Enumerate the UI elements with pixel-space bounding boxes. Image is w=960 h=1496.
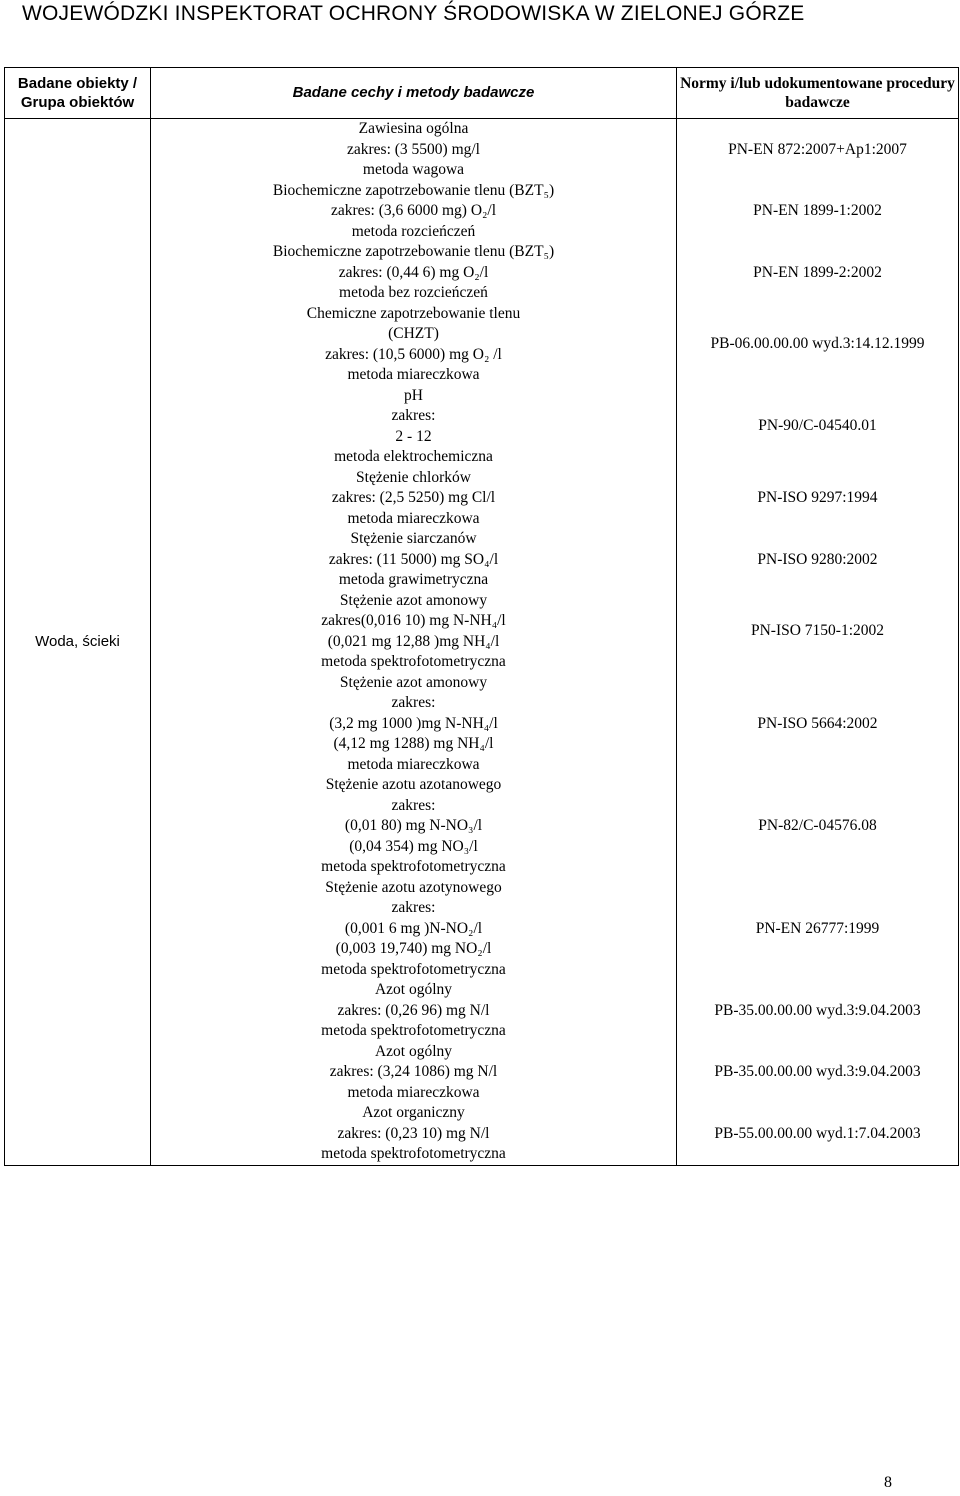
norm-entry: PN-ISO 9280:2002 (757, 550, 878, 568)
norm-entry: PN-82/C-04576.08 (758, 817, 877, 834)
method-line: zakres: (391, 796, 436, 814)
method-line: Biochemiczne zapotrzebowanie tlenu (BZT₅) (272, 181, 555, 199)
norm-entry: PN-EN 872:2007+Ap1:2007 (728, 140, 907, 158)
method-line: zakres: (391, 899, 436, 916)
method-line: (4,12 mg 1288) mg NH₄/l (333, 735, 494, 752)
norm-entry: PB-35.00.00.00 wyd.3:9.04.2003 (714, 1063, 921, 1080)
method-entry (151, 529, 676, 591)
method-line: Stężenie azot amonowy (339, 673, 488, 691)
method-line: zakres(0,016 10) mg N-NH₄/l (321, 612, 506, 629)
method-line: metoda miareczkowa (347, 1083, 480, 1101)
norm-entry: PN-90/C-04540.01 (758, 417, 877, 435)
header-group: Badane obiekty / Grupa obiektów (5, 68, 151, 119)
method-line: zakres: (0,44 6) mg O₂/l (338, 263, 489, 281)
method-line: Stężenie chlorków (356, 468, 471, 486)
method-line: metoda elektrochemiczna (334, 448, 493, 465)
method-entry (151, 119, 676, 181)
method-line: Azot organiczny (362, 1104, 465, 1121)
method-line: pH (404, 386, 423, 404)
method-line: zakres: (391, 694, 436, 711)
method-line: (CHZT) (388, 325, 439, 342)
method-line: zakres: (3,6 6000 mg) O₂/l (330, 202, 497, 219)
method-line: Azot ogólny (374, 981, 453, 998)
method-entry (151, 591, 676, 673)
method-line: zakres: (391, 407, 436, 424)
method-entry (151, 980, 676, 1042)
method-line: 2 - 12 (395, 427, 432, 445)
table-header-row (5, 68, 959, 119)
method-line: metoda spektrofotometryczna (321, 858, 506, 875)
method-entry (151, 386, 676, 468)
norm-entry: PB-35.00.00.00 wyd.3:9.04.2003 (714, 1001, 921, 1019)
method-line: Stężenie azotu azotanowego (325, 776, 502, 793)
method-line: zakres: (2,5 5250) mg Cl/l (331, 489, 496, 506)
method-line: zakres: (0,23 10) mg N/l (337, 1124, 490, 1142)
method-line: zakres: (10,5 6000) mg O₂ /l (325, 345, 502, 363)
method-line: metoda spektrofotometryczna (321, 960, 506, 978)
methods-cell (151, 119, 677, 1166)
method-entry (151, 775, 676, 878)
group-cell: Woda, ścieki (5, 119, 151, 1166)
accreditation-table (4, 67, 959, 1166)
method-line: metoda miareczkowa (347, 366, 480, 383)
method-line: metoda spektrofotometryczna (321, 1145, 506, 1162)
page-number: 8 (884, 1474, 892, 1491)
method-line: (0,003 19,740) mg NO₂/l (335, 940, 492, 957)
method-entry (151, 1103, 676, 1165)
method-line: metoda grawimetryczna (338, 571, 489, 588)
method-line: (0,01 80) mg N-NO₃/l (344, 817, 483, 834)
method-line: zakres: (11 5000) mg SO₄/l (328, 550, 499, 568)
method-line: Chemiczne zapotrzebowanie tlenu (306, 304, 521, 322)
method-line: metoda spektrofotometryczna (321, 1022, 506, 1039)
method-line: (0,001 6 mg )N-NO₂/l (344, 919, 483, 937)
norm-entry: PN-ISO 7150-1:2002 (750, 622, 885, 640)
method-entry (151, 673, 676, 776)
norm-entry: PN-EN 1899-2:2002 (753, 263, 882, 281)
method-line: metoda miareczkowa (347, 509, 480, 527)
method-entry (151, 181, 676, 243)
method-line: metoda spektrofotometryczna (321, 653, 506, 670)
method-line: metoda wagowa (362, 161, 465, 178)
table-body-row (5, 119, 959, 1166)
norm-entry: PB-06.00.00.00 wyd.3:14.12.1999 (710, 335, 925, 353)
method-line: metoda rozcieńczeń (351, 222, 476, 240)
norm-entry: PB-55.00.00.00 wyd.1:7.04.2003 (714, 1124, 921, 1142)
method-line: zakres: (3 5500) mg/l (346, 140, 480, 158)
norm-entry: PN-ISO 9297:1994 (757, 489, 878, 506)
header-method: Badane cechy i metody badawcze (151, 68, 677, 119)
method-entry (151, 1042, 676, 1104)
document-header: WOJEWÓDZKI INSPEKTORAT OCHRONY ŚRODOWISKA W ZIELONEJ GÓRZE (22, 2, 805, 25)
method-line: Stężenie siarczanów (350, 530, 477, 547)
norm-entry: PN-EN 26777:1999 (755, 919, 880, 937)
method-line: (0,021 mg 12,88 )mg NH₄/l (327, 632, 500, 650)
method-line: Stężenie azot amonowy (339, 591, 488, 609)
header-norm: Normy i/lub udokumentowane procedury badawcze (677, 68, 959, 119)
method-line: (0,04 354) mg NO₃/l (349, 837, 478, 855)
method-line: zakres: (3,24 1086) mg N/l (329, 1063, 498, 1080)
method-line: Azot ogólny (374, 1042, 453, 1060)
method-line: metoda bez rozcieńczeń (339, 284, 488, 301)
method-entry (151, 304, 676, 386)
method-line: zakres: (0,26 96) mg N/l (337, 1001, 490, 1019)
norm-entry: PN-ISO 5664:2002 (757, 714, 878, 732)
method-line: metoda miareczkowa (347, 755, 480, 773)
method-entry (151, 468, 676, 530)
norms-cell (677, 119, 959, 1166)
method-entry (151, 878, 676, 981)
method-line: Biochemiczne zapotrzebowanie tlenu (BZT₅) (272, 243, 555, 260)
method-entry (151, 242, 676, 304)
method-line: Stężenie azotu azotynowego (325, 878, 502, 896)
method-line: (3,2 mg 1000 )mg N-NH₄/l (329, 714, 498, 732)
norm-entry: PN-EN 1899-1:2002 (753, 202, 882, 219)
method-line: Zawiesina ogólna (358, 120, 469, 137)
